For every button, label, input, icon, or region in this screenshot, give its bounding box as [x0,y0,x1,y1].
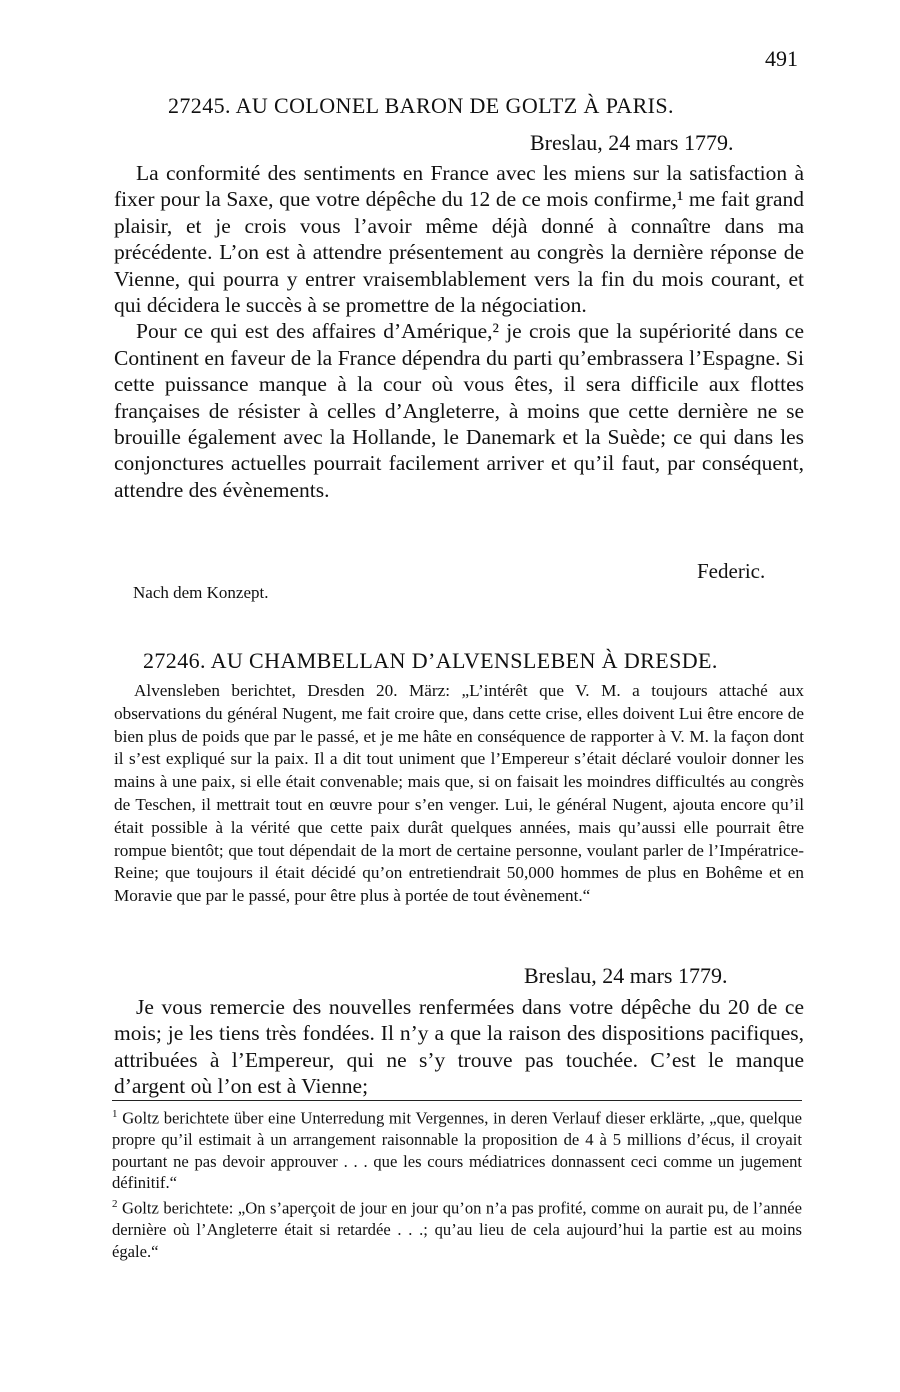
letter-body [114,994,804,1100]
footnote [112,1194,802,1262]
source-note: Nach dem Konzept. [133,583,269,602]
footnote-marker: 1 [112,1108,118,1120]
paragraph: Alvensleben berichtet, Dresden 20. März: „L’intérêt que V. M. a toujours attaché aux observations du général Nugent, me fait croire que, dans cette crise, elles doivent Lui être encore de bien plus de poids que par le passé, et je me hâte en conséquence de rapporter à V. M. la façon dont il s’est expliqué sur la paix. Il a dit tout uniment que l’Empereur s’était déclaré vouloir donner les mains à une paix, si elle était convenable; mais que, si on faisait les moindres difficultés au congrès de Teschen, il mettrait tout en œuvre pour s’en venger. Lui, le général Nugent, ajouta encore qu’il était possible à la vérité que cette paix durât quelques années, mais qu’aussi elle pourrait être rompue bientôt; que tout dépendait de la mort de certaine personne, voulant parler de l’Impératrice-Reine; que toujours il était décidé qu’on entretiendrait 50,000 hommes de plus en Bohême et en Moravie que par le passé, pour être plus à portée de tout évènement.“ [114,681,804,906]
letter-body [114,160,804,503]
letter-heading: 27246. AU CHAMBELLAN D’ALVENSLEBEN À DRESDE. [143,648,718,673]
footnote-text: Goltz berichtete: „On s’aperçoit de jour en jour qu’on n’a pas profité, comme on aurait pu, de l’année dernière où l’Angleterre était si retardée . . .; qu’au lieu de cela aujourd’hui la partie est au moins égale.“ [112,1198,802,1261]
report-summary [114,680,804,908]
footnote [112,1104,802,1194]
footnote-marker: 2 [112,1197,118,1210]
footnotes [112,1104,802,1262]
paragraph: La conformité des sentiments en France avec les miens sur la satisfaction à fixer pour la Saxe, que votre dépêche du 12 de ce mois confirme,¹ me fait grand plaisir, et je crois vous l’avoir même déjà donné à connaître dans ma précédente. L’on est à attendre présentement au congrès la dernière réponse de Vienne, qui pourra y entrer vraisemblablement vers la fin du mois courant, et qui décidera le succès à se promettre de la négociation. [114,161,804,318]
paragraph: Pour ce qui est des affaires d’Amérique,² je crois que la supériorité dans ce Continent en faveur de la France dépendra du parti qu’embrassera l’Espagne. Si cette puissance manque à la cour où vous êtes, il sera difficile aux flottes françaises de résister à celles d’Angleterre, à moins que cette dernière ne se brouille également avec la Hollande, le Danemark et la Suède; ce qui dans les conjonctures actuelles pourrait facilement arriver et qu’il faut, par conséquent, attendre des évènements. [114,319,804,502]
dateline: Breslau, 24 mars 1779. [530,130,734,155]
footnote-text: Goltz berichtete über eine Unterredung mit Vergennes, in deren Verlauf dieser erklärte, „que, quelque propre qu’il estimait à un arrangement raisonnable la proposition de 4 à 5 millions d’écus, il croyait pourtant ne pas devoir approuver . . . que les cours médiatrices donnassent ceci comme un jugement définitif.“ [112,1108,802,1193]
signature: Federic. [697,559,766,583]
letter-heading: 27245. AU COLONEL BARON DE GOLTZ À PARIS. [168,93,674,118]
footnote-divider [112,1100,802,1101]
page-number: 491 [765,46,798,71]
dateline: Breslau, 24 mars 1779. [524,963,728,988]
paragraph: Je vous remercie des nouvelles renfermées dans votre dépêche du 20 de ce mois; je les tiens très fondées. Il n’y a que la raison des dispositions pacifiques, attribuées à l’Empereur, qui ne s’y trouve pas touchée. C’est le manque d’argent où l’on est à Vienne; [114,995,804,1099]
